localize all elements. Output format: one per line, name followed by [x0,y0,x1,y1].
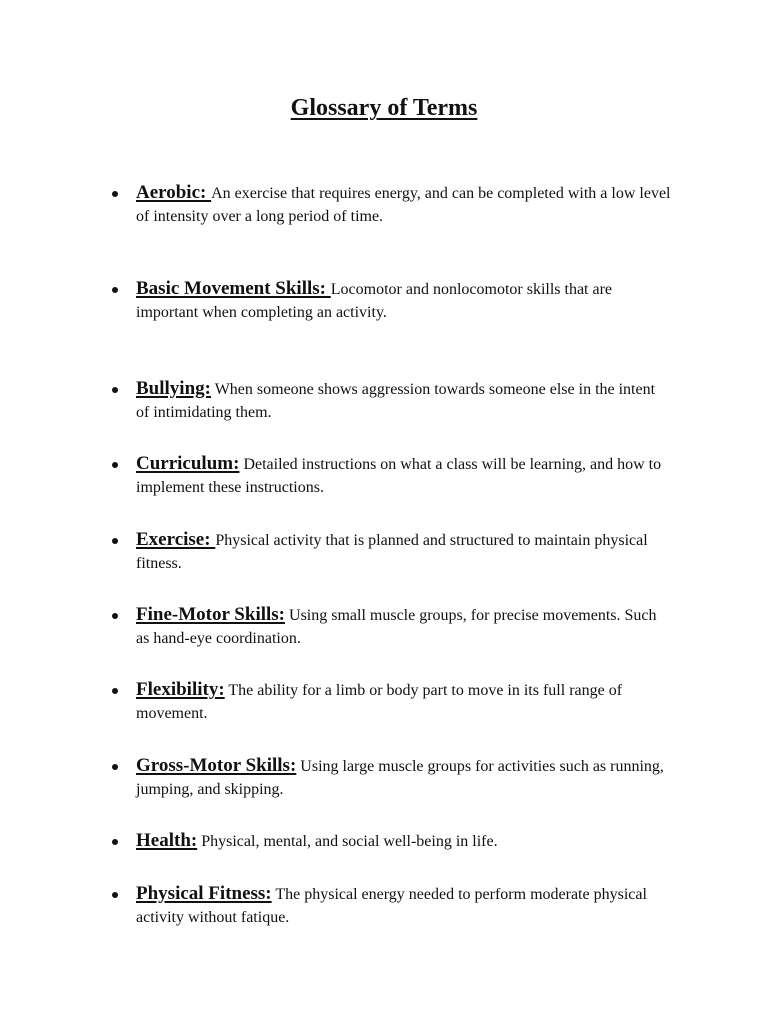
bullet-icon [112,387,118,393]
glossary-entry-gross-motor-skills [112,754,672,801]
term: Bullying: [136,378,211,399]
term: Curriculum: [136,453,240,474]
term: Flexibility: [136,679,225,700]
term: Gross-Motor Skills: [136,755,297,776]
term: Basic Movement Skills: [136,278,331,299]
bullet-icon [112,764,118,770]
glossary-entry-health [112,829,672,853]
bullet-icon [112,839,118,845]
definition: Detailed instructions on what a class will be learning, and how to implement these instructions. [136,456,662,496]
glossary-entry-exercise [112,528,672,575]
glossary-entry-curriculum [112,452,672,499]
term: Physical Fitness: [136,883,272,904]
definition: Physical, mental, and social well-being in life. [197,833,498,850]
page-title: Glossary of Terms [290,95,478,121]
glossary-entry-aerobic [112,181,672,228]
bullet-icon [112,613,118,619]
bullet-icon [112,287,118,293]
definition: When someone shows aggression towards someone else in the intent of intimidating them. [136,381,656,421]
glossary-entry-physical-fitness [112,882,672,929]
glossary-entry-fine-motor-skills [112,603,672,650]
definition: The physical energy needed to perform moderate physical activity without fatique. [136,886,647,926]
bullet-icon [112,191,118,197]
glossary-entry-flexibility [112,678,672,725]
definition: Using large muscle groups for activities such as running, jumping, and skipping. [136,758,664,798]
bullet-icon [112,892,118,898]
glossary-entry-bullying [112,377,672,424]
term: Health: [136,830,198,851]
bullet-icon [112,462,118,468]
definition: The ability for a limb or body part to move in its full range of movement. [136,682,623,722]
bullet-icon [112,688,118,694]
definition: An exercise that requires energy, and can be completed with a low level of intensity over a long period of time. [136,185,671,225]
definition: Physical activity that is planned and structured to maintain physical fitness. [136,532,648,572]
bullet-icon [112,538,118,544]
definition: Using small muscle groups, for precise movements. Such as hand-eye coordination. [136,607,657,647]
term: Aerobic: [136,182,212,203]
term: Exercise: [136,529,216,550]
glossary-entry-basic-movement-skills [112,277,672,324]
term: Fine-Motor Skills: [136,604,286,625]
definition: Locomotor and nonlocomotor skills that are important when completing an activity. [136,281,613,321]
